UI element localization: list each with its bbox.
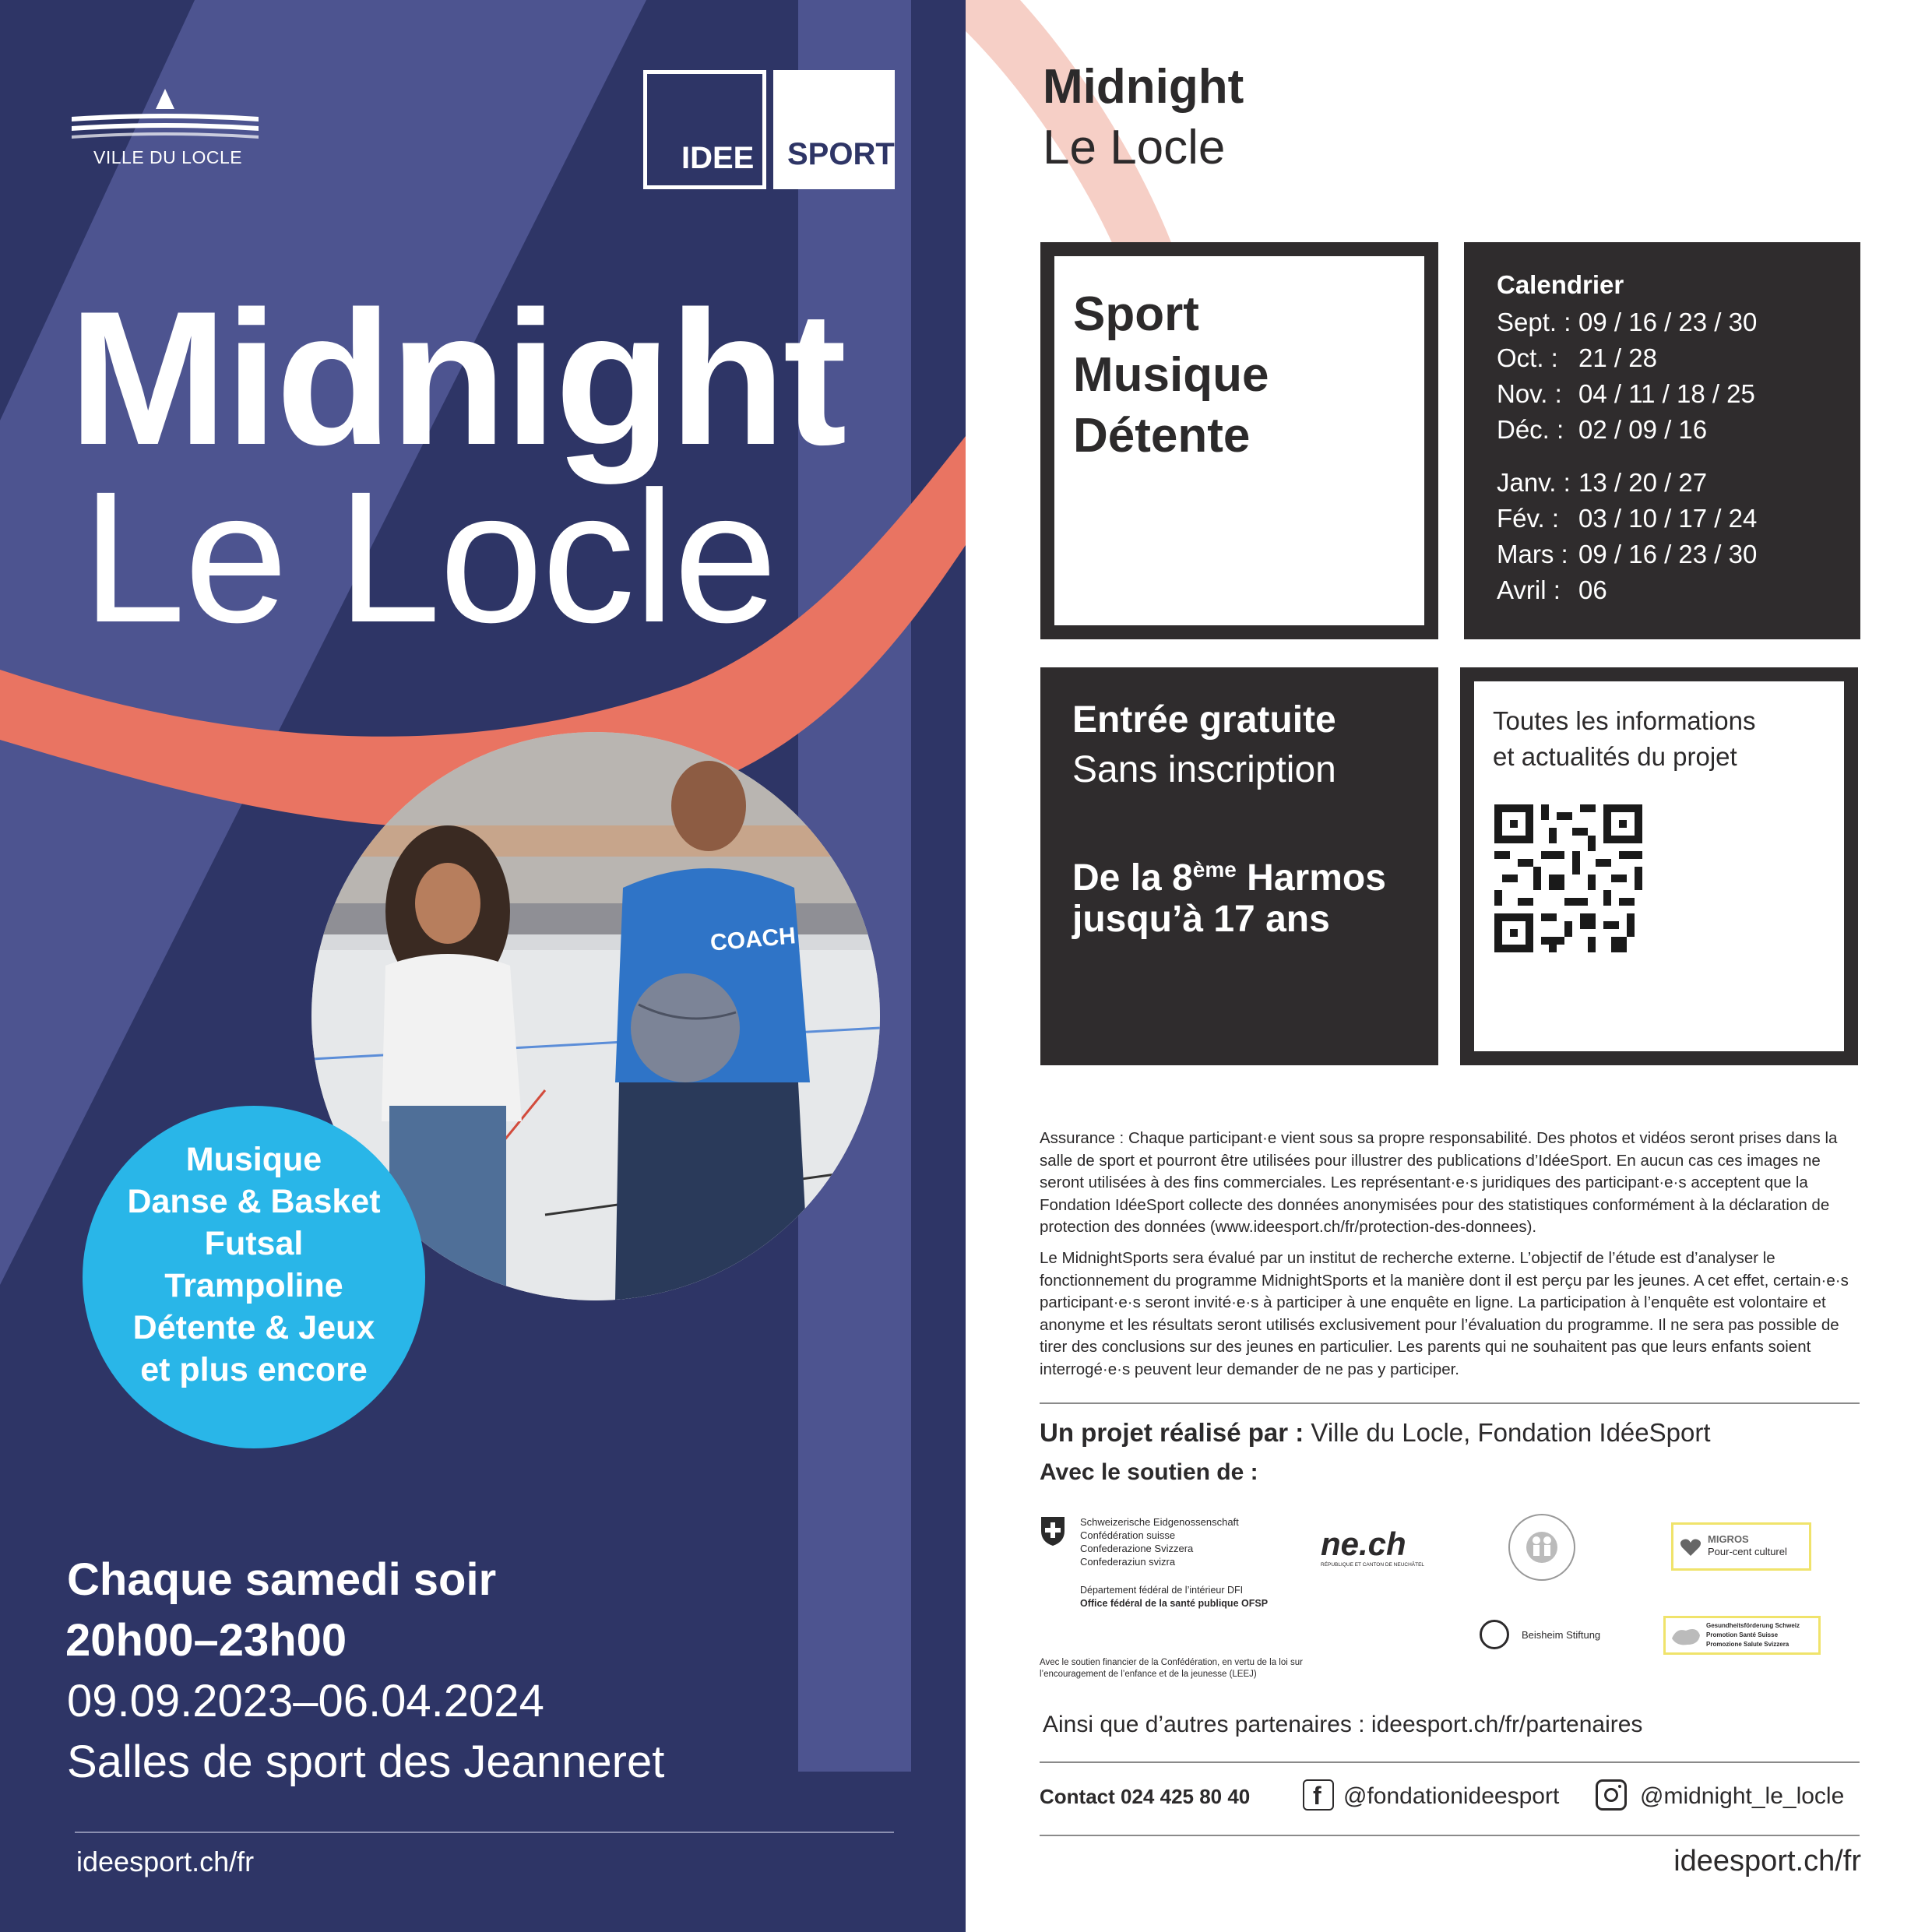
brand-sport: SPORT: [787, 137, 895, 171]
swiss-map-icon: [1670, 1624, 1701, 1648]
themes-box: [1040, 242, 1438, 639]
entry-no-signup: Sans inscription: [1072, 749, 1336, 790]
entry-free: Entrée gratuite: [1072, 699, 1336, 741]
themes-list: [1073, 284, 1269, 466]
calendar-row: Oct. : 21 / 28: [1497, 343, 1657, 372]
calendar-row: Mars : 09 / 16 / 23 / 30: [1497, 540, 1758, 568]
calendar-row: Avril : 06: [1497, 575, 1607, 604]
migros-subtitle: Pour-cent culturel: [1708, 1546, 1787, 1557]
venue: Salles de sport des Jeanneret: [67, 1737, 665, 1787]
facebook-handle[interactable]: @fondationideesport: [1343, 1783, 1560, 1809]
activities-list: [83, 1138, 425, 1391]
schedule-day: Chaque samedi soir: [67, 1554, 497, 1605]
entry-age-limit: jusqu’à 17 ans: [1072, 899, 1330, 940]
gesundheitsfoerderung-logo: [1663, 1616, 1821, 1655]
city-logo: [72, 87, 259, 173]
activities-bubble: [83, 1106, 425, 1448]
heart-icon: [1680, 1537, 1701, 1557]
idee-logo-box: [643, 70, 766, 189]
project-credit: Un projet réalisé par : Ville du Locle, Fondation IdéeSport: [1040, 1418, 1711, 1447]
info-line2: et actualités du projet: [1493, 742, 1737, 771]
migros-logo: [1671, 1522, 1811, 1571]
entry-box: [1040, 667, 1438, 1065]
family-icon: [1510, 1515, 1574, 1579]
right-panel: [966, 0, 1932, 1932]
calendar-rows: [1497, 304, 1757, 608]
website-link[interactable]: ideesport.ch/fr: [76, 1846, 255, 1877]
facebook-icon[interactable]: f: [1303, 1779, 1334, 1811]
gesundheitsfoerderung-names: Gesundheitsförderung Schweiz Promotion Santé Suisse Promozione Salute Svizzera: [1706, 1622, 1800, 1648]
info-line1: Toutes les informations: [1493, 706, 1756, 735]
ne-ch-subtitle: RÉPUBLIQUE ET CANTON DE NEUCHÂTEL: [1321, 1562, 1425, 1568]
beisheim-logo: [1480, 1620, 1635, 1651]
prevention-sante-text: [1479, 1587, 1608, 1588]
activity-item: Futsal: [204, 1225, 304, 1262]
swiss-confederation-logo: [1040, 1515, 1289, 1617]
instagram-icon[interactable]: [1596, 1779, 1627, 1811]
entry-age-range: De la 8ème Harmos: [1072, 857, 1386, 899]
legal-paragraph-research: Le MidnightSports sera évalué par un institut de recherche externe. L’objectif de l’étude est d’analyser le fonctionnement du programme MidnightSports et la manière dont il est perçu par les jeunes. A cet effet, certain·e·s participant·e·s seront invité·e·s à participer à une enquête en ligne. La participation à l’enquête est volontaire et anonyme et les résultats seront utilisés exclusivement pour l’évaluation du programme. Il ne sera pas possible de tirer des conclusions sur des jeunes en particulier. Les parents qui ne souhaitent pas que leurs enfants soient interrogé·e·s peuvent leur demander de ne pas y participer.: [1040, 1249, 1849, 1378]
header-title: Midnight: [1043, 60, 1244, 114]
theme-item: Musique: [1073, 348, 1269, 402]
activity-item: Détente & Jeux: [132, 1309, 375, 1346]
divider: [1040, 1761, 1860, 1763]
contact-phone[interactable]: Contact 024 425 80 40: [1040, 1785, 1251, 1808]
theme-item: Détente: [1073, 409, 1251, 463]
city-logo-text: VILLE DU LOCLE: [93, 147, 243, 167]
activity-item: Musique: [185, 1141, 322, 1178]
activity-item: Trampoline: [164, 1267, 343, 1304]
website-link[interactable]: ideesport.ch/fr: [1673, 1845, 1861, 1877]
swiss-dept-dfi: Département fédéral de l’intérieur DFI: [1080, 1585, 1244, 1596]
sport-logo-box: [773, 70, 895, 189]
migros-name: MIGROS: [1708, 1533, 1749, 1545]
calendar-box: [1464, 242, 1860, 639]
beisheim-name: Beisheim Stiftung: [1522, 1629, 1601, 1641]
info-box: [1460, 667, 1858, 1065]
partners-line[interactable]: Ainsi que d’autres partenaires : ideesport.ch/fr/partenaires: [1043, 1712, 1643, 1737]
city-logo-icon: [72, 87, 259, 142]
ne-ch-text: ne.ch: [1321, 1526, 1406, 1562]
brand-idee: IDEE: [681, 141, 755, 175]
prevention-sante-logo: [1508, 1514, 1575, 1581]
divider: [75, 1832, 894, 1833]
calendar-title: Calendrier: [1497, 270, 1624, 299]
beisheim-circle-icon: [1480, 1620, 1509, 1649]
swiss-funding-note: Avec le soutien financier de la Confédération, en vertu de la loi sur l’encouragement de l’enfance et de la jeunesse (LEEJ): [1040, 1658, 1303, 1679]
main-title-le-locle: Le Locle: [82, 452, 776, 661]
instagram-handle[interactable]: @midnight_le_locle: [1640, 1783, 1845, 1809]
divider: [1040, 1835, 1860, 1836]
calendar-row: Janv. : 13 / 20 / 27: [1497, 468, 1708, 497]
coach-jersey-text: COACH: [709, 923, 797, 956]
legal-paragraph-insurance: Assurance : Chaque participant·e vient sous sa propre responsabilité. Des photos et vidéos seront prises dans la salle de sport et pourront être utilisées pour illustrer des publications d’IdéeSport. En aucun cas ces images ne seront utilisées à des fins commerciales. Les représentant·e·s juridiques des participant·e·s acceptent que la Fondation IdéeSport collecte des données anonymisées pour des statistiques conformément à la déclaration de protection des données (www.ideesport.ch/fr/protection-des-donnees).: [1040, 1129, 1838, 1236]
schedule-dates: 09.09.2023–06.04.2024: [67, 1676, 544, 1726]
swiss-dept-ofsp: Office fédéral de la santé publique OFSP: [1080, 1598, 1269, 1609]
support-label: Avec le soutien de :: [1040, 1459, 1258, 1485]
theme-item: Sport: [1073, 287, 1199, 341]
header-subtitle: Le Locle: [1043, 121, 1226, 174]
divider: [1040, 1402, 1860, 1404]
main-title-midnight: Midnight: [69, 271, 845, 484]
schedule-time: 20h00–23h00: [65, 1615, 347, 1666]
calendar-row: Sept. : 09 / 16 / 23 / 30: [1497, 308, 1758, 336]
swiss-confederation-names: Schweizerische Eidgenossenschaft Confédération suisse Confederazione Svizzera Confederaziun svizra: [1080, 1516, 1239, 1568]
calendar-row: Nov. : 04 / 11 / 18 / 25: [1497, 379, 1755, 408]
neuchatel-logo: [1321, 1526, 1438, 1573]
calendar-row: Déc. : 02 / 09 / 16: [1497, 415, 1708, 444]
swiss-shield-icon: [1040, 1515, 1066, 1547]
activity-item: Danse & Basket: [127, 1183, 381, 1220]
qr-code-icon[interactable]: [1494, 804, 1642, 952]
activity-item: et plus encore: [140, 1351, 368, 1388]
calendar-row: Fév. : 03 / 10 / 17 / 24: [1497, 504, 1758, 533]
